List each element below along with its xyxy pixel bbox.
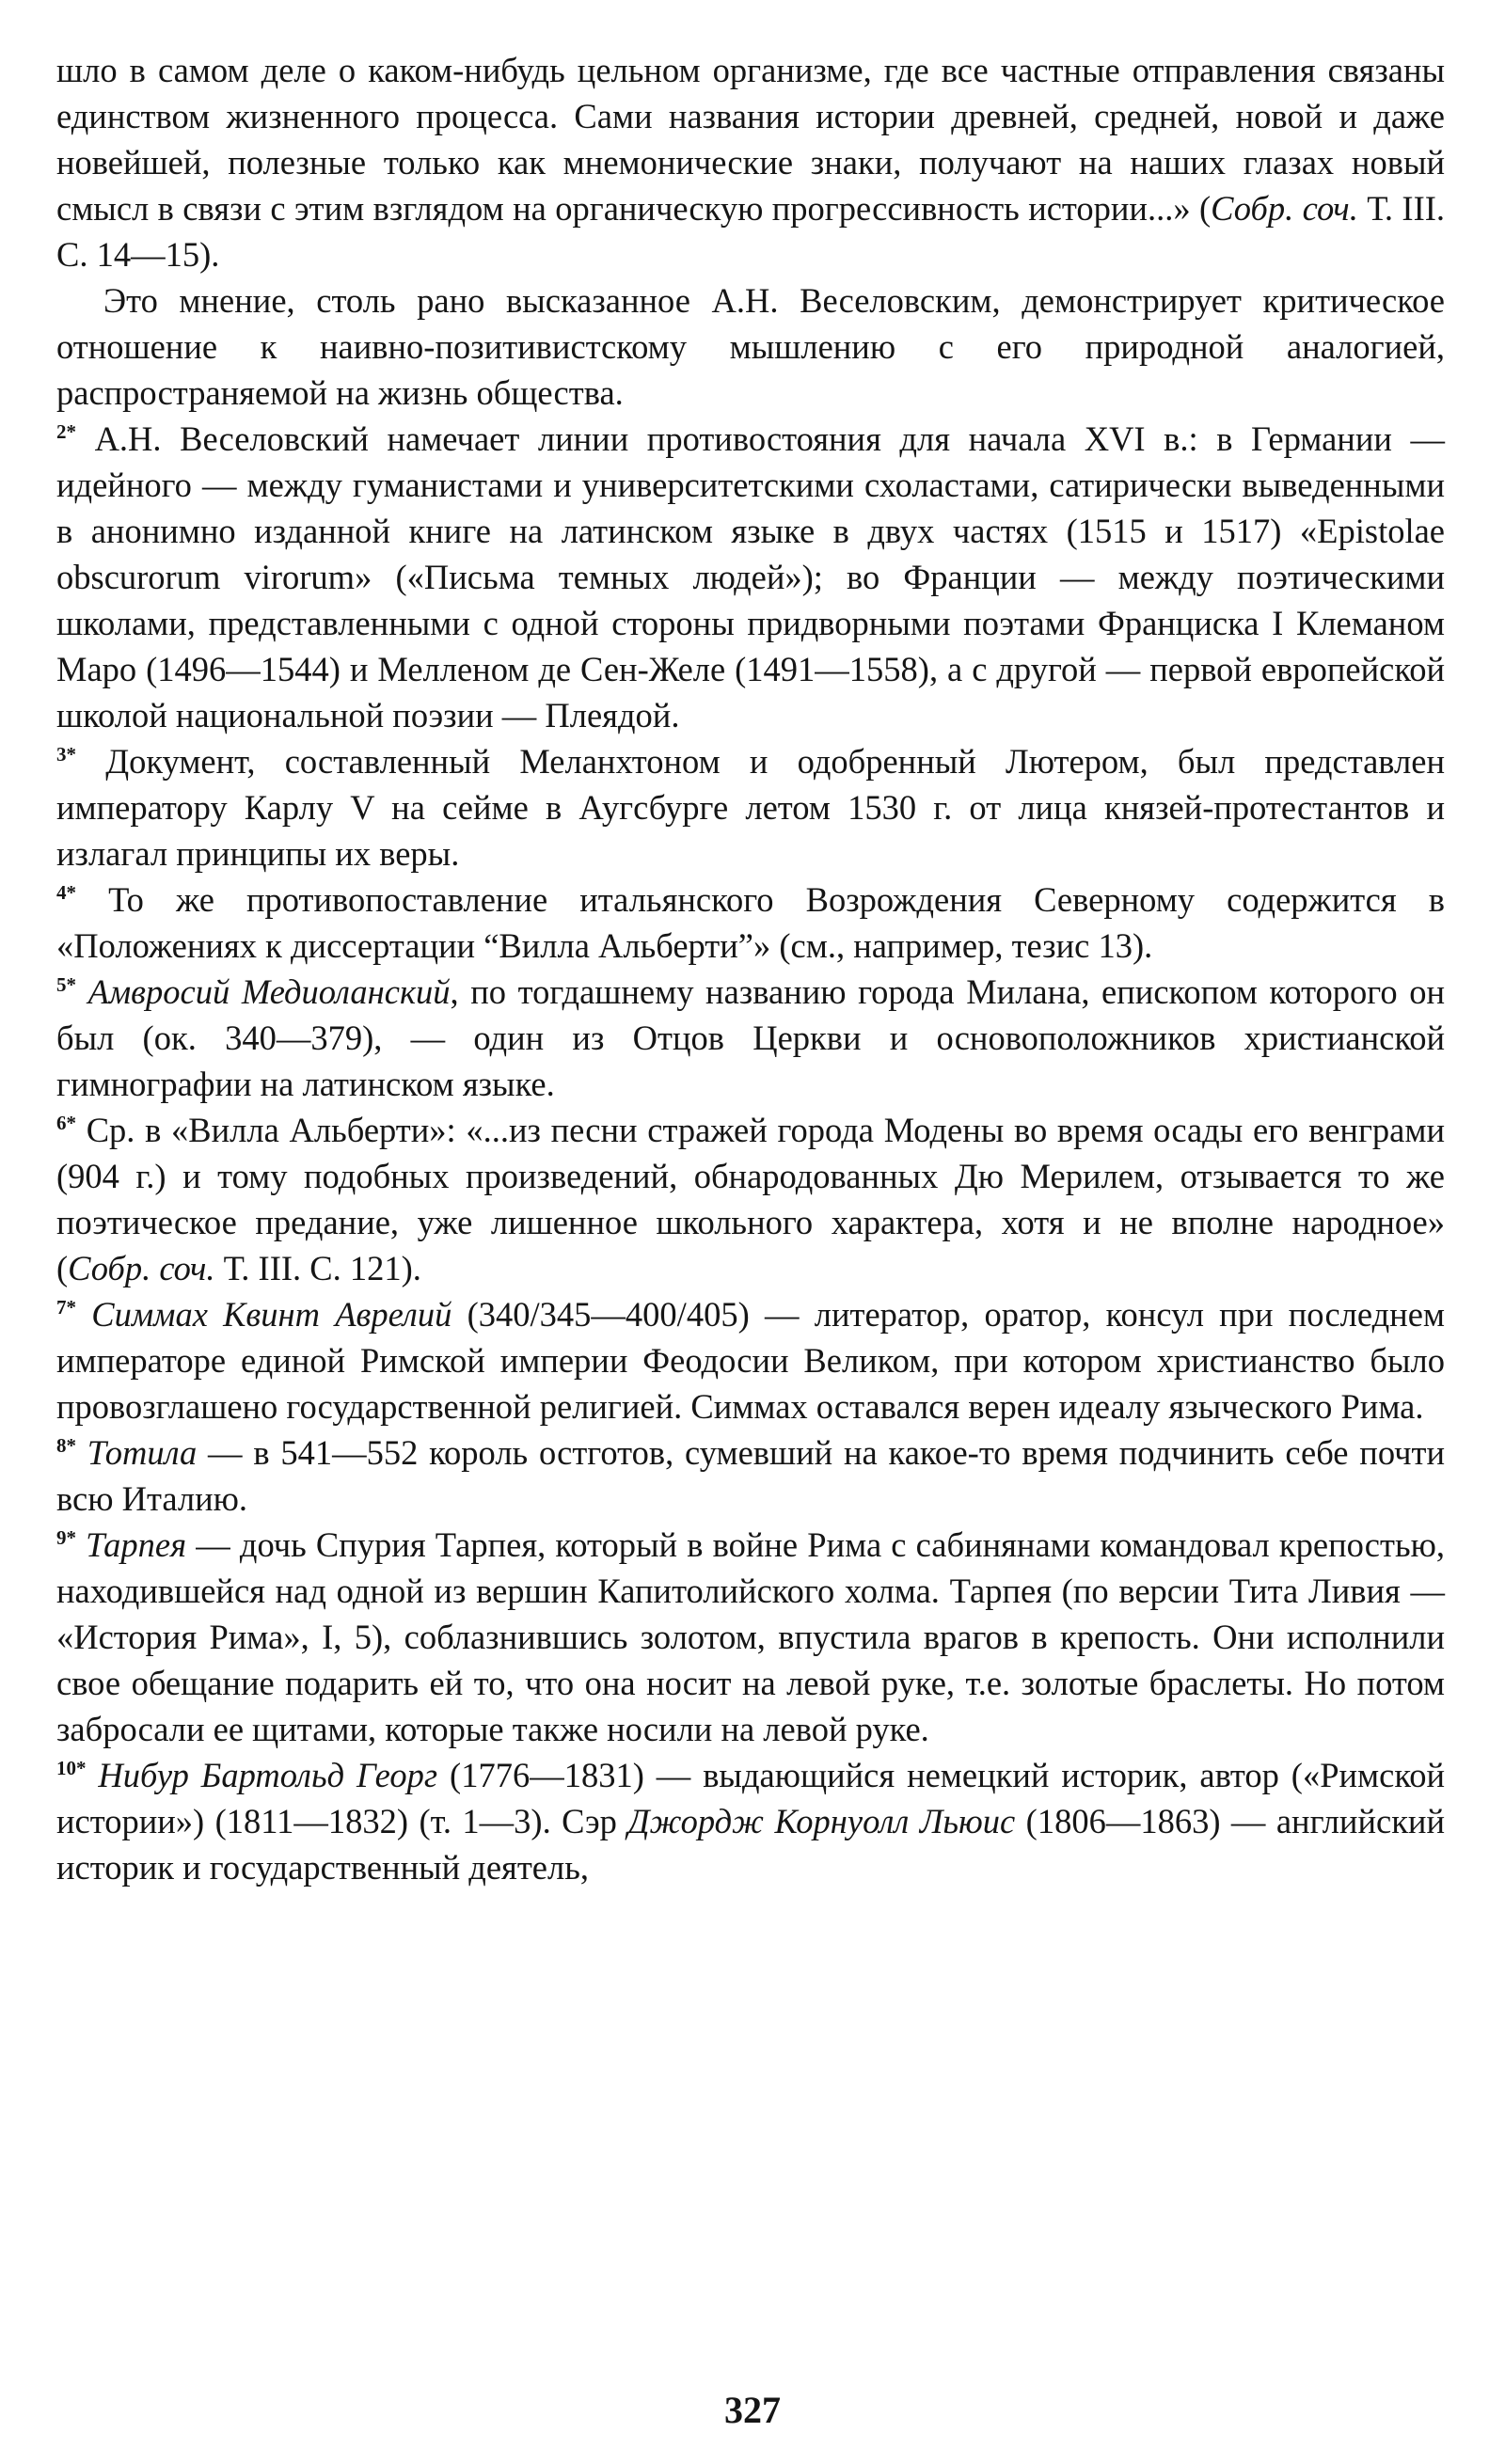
source-title: Собр. соч. <box>1211 189 1358 228</box>
source-title: Собр. соч. <box>68 1249 215 1287</box>
footnote-mark: 4* <box>56 880 76 904</box>
footnote-term: Тотила <box>76 1433 198 1472</box>
page-number: 327 <box>724 2389 781 2431</box>
footnote-mark: 6* <box>56 1111 76 1134</box>
footnote-text-2: (1806—1863) — английский историк и государственный деятель, <box>56 1802 1445 1887</box>
footnote-text: — дочь Спурия Тарпея, который в войне Рима с сабинянами командовал крепостью, находившейся над одной из вершин Капитолийского холма. Тарпея (по версии Тита Ливия — «История Рима», I, 5), соблазнившись золотом, впустила врагов в крепость. Они исполнили свое обещание подарить ей то, что она носит на левой руке, т.е. золотые браслеты. Но потом забросали ее щитами, которые также носили на левой руке. <box>56 1525 1445 1748</box>
footnote-2 <box>56 416 1445 738</box>
footnote-term-2: Джордж Корнуолл Льюис <box>627 1802 1016 1840</box>
footnote-text: (340/345—400/405) — литератор, оратор, консул при последнем императоре единой Римской империи Феодосии Великом, при котором христианство было провозглашено государственной религией. Симмах оставался верен идеалу языческого Рима. <box>56 1295 1446 1426</box>
footnote-3 <box>56 738 1445 877</box>
footnote-7 <box>56 1291 1445 1429</box>
footnote-5 <box>56 969 1445 1107</box>
footnote-mark: 10* <box>56 1756 87 1779</box>
footnote-mark: 2* <box>56 419 76 443</box>
footnote-text: Ср. в «Вилла Альберти»: «...из песни стражей города Модены во время осады его венграми (904 г.) и тому подобных произведений, обнародованных Дю Мерилем, отзывается то же поэтическое предание, уже лишенное школьного характера, хотя и не вполне народное» ( <box>56 1111 1445 1287</box>
footnote-10 <box>56 1752 1445 1890</box>
footnote-mark: 8* <box>56 1433 76 1457</box>
source-ref: Т. III. С. 14—15). <box>56 189 1446 274</box>
footnote-text: А.Н. Веселовский намечает линии противостояния для начала XVI в.: в Германии — идейного — между гуманистами и университетскими схоластами, сатирически выведенными в анонимно изданной книге на латинском языке в двух частях (1515 и 1517) «Epistolae obscurorum virorum» («Письма темных людей»); во Франции — между поэтическими школами, представленными с одной стороны придворными поэтами Франциска I Клеманом Маро (1496—1544) и Мелленом де Сен-Желе (1491—1558), а с другой — первой европейской школой национальной поэзии — Плеядой. <box>56 419 1445 734</box>
footnote-term: Тарпея <box>76 1525 187 1564</box>
source-ref: Т. III. С. 121). <box>214 1249 421 1287</box>
footnote-text: (1776—1831) — выдающийся немецкий историк, автор («Римской истории») (1811—1832) (т. 1—3). Сэр <box>56 1756 1446 1840</box>
continuation-text: шло в самом деле о каком-нибудь цельном организме, где все частные отправления связаны единством жизненного процесса. Сами названия истории древней, средней, новой и даже новейшей, полезные только как мнемонические знаки, получают на наших глазах новый смысл в связи с этим взглядом на органическую прогрессивность истории...» ( <box>56 51 1445 228</box>
footnote-9 <box>56 1522 1445 1752</box>
footnote-text: , по тогдашнему названию города Милана, епископом которого он был (ок. 340—379), — один из Отцов Церкви и основоположников христианской гимнографии на латинском языке. <box>56 972 1445 1103</box>
footnote-6 <box>56 1107 1445 1291</box>
footnote-term: Симмах Квинт Аврелий <box>76 1295 452 1334</box>
footnote-text: То же противопоставление итальянского Возрождения Северному содержится в «Положениях к диссертации “Вилла Альберти”» (см., например, тезис 13). <box>56 880 1445 965</box>
commentary-paragraph: Это мнение, столь рано высказанное А.Н. Веселовским, демонстрирует критическое отношение к наивно-позитивистскому мышлению с его природной аналогией, распространяемой на жизнь общества. <box>56 281 1445 412</box>
footnote-mark: 3* <box>56 742 76 766</box>
footnote-text: — в 541—552 король остготов, сумевший на какое-то время подчинить себе почти всю Италию. <box>56 1433 1445 1518</box>
continuation-paragraph <box>56 47 1445 277</box>
footnote-text: Документ, составленный Меланхтоном и одобренный Лютером, был представлен императору Карлу V на сейме в Аугсбурге летом 1530 г. от лица князей-протестантов и излагал принципы их веры. <box>56 742 1445 873</box>
footnote-8 <box>56 1429 1445 1522</box>
footnote-mark: 7* <box>56 1295 76 1319</box>
footnote-term: Амвросий Медиоланский <box>76 972 451 1011</box>
footnote-4 <box>56 877 1445 969</box>
footnote-mark: 5* <box>56 972 76 996</box>
footnote-term: Нибур Бартольд Георг <box>86 1756 438 1794</box>
footnote-mark: 9* <box>56 1525 76 1549</box>
